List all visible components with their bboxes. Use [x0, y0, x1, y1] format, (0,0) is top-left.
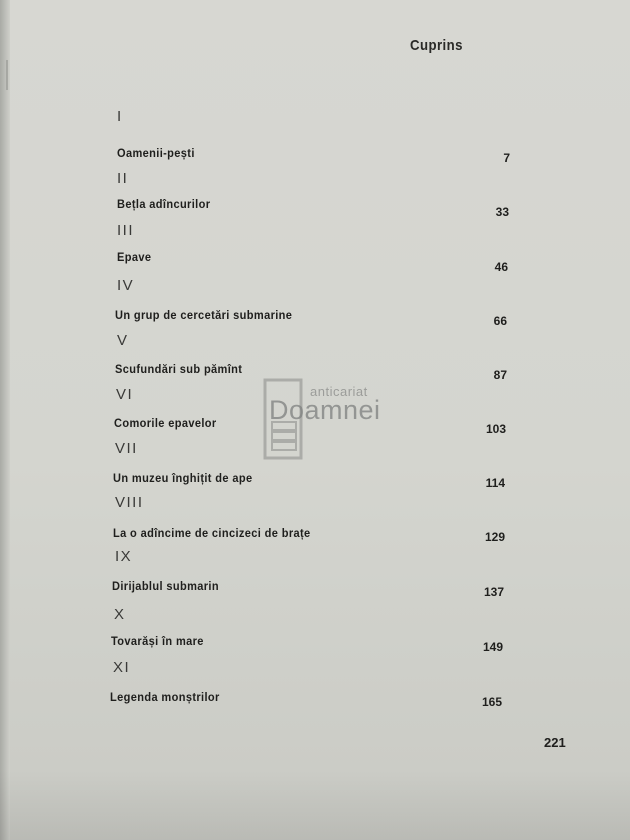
- chapter-page-number: 137: [483, 585, 504, 599]
- chapter-numeral: X: [114, 606, 126, 623]
- chapter-numeral: V: [117, 332, 129, 349]
- chapter-title: Dirijablul submarin: [112, 579, 219, 593]
- chapter-numeral: VIII: [115, 494, 144, 511]
- watermark-brand-text: Doamnei: [269, 395, 381, 425]
- chapter-title: Epave: [117, 250, 152, 264]
- page-bottom-shade: [0, 770, 630, 840]
- chapter-title: Legenda monștrilor: [110, 690, 220, 704]
- toc-title: Cuprins: [410, 37, 463, 54]
- chapter-numeral: II: [117, 170, 129, 187]
- chapter-page-number: 149: [482, 640, 503, 654]
- chapter-page-number: 165: [481, 695, 502, 709]
- page-folio-number: 221: [544, 735, 566, 750]
- chapter-title: Scufundări sub pămînt: [115, 362, 243, 376]
- chapter-page-number: 129: [484, 530, 505, 544]
- chapter-numeral: VII: [115, 440, 138, 457]
- watermark-small-text: anticariat: [310, 384, 368, 399]
- chapter-title: Comorile epavelor: [114, 416, 217, 430]
- chapter-numeral: XI: [113, 659, 131, 676]
- chapter-page-number: 46: [494, 260, 508, 274]
- chapter-numeral: VI: [116, 386, 134, 403]
- page-edge-mark: [6, 60, 8, 90]
- chapter-page-number: 33: [495, 205, 509, 219]
- chapter-numeral: III: [117, 222, 135, 239]
- chapter-title: Un grup de cercetări submarine: [115, 308, 293, 322]
- chapter-page-number: 87: [493, 368, 507, 382]
- chapter-title: Oamenii-pești: [117, 146, 195, 160]
- chapter-numeral: IX: [115, 548, 133, 565]
- chapter-page-number: 103: [485, 422, 506, 436]
- chapter-numeral: I: [117, 108, 123, 125]
- chapter-numeral: IV: [117, 277, 135, 294]
- chapter-title: Un muzeu înghițit de ape: [113, 471, 253, 485]
- chapter-title: Tovarăși în mare: [111, 634, 204, 648]
- chapter-title: Bețla adîncurilor: [117, 197, 211, 211]
- chapter-title: La o adîncime de cincizeci de brațe: [113, 526, 311, 540]
- chapter-page-number: 114: [485, 476, 505, 490]
- page-edge-shadow: [0, 0, 10, 840]
- chapter-page-number: 7: [503, 151, 510, 165]
- chapter-page-number: 66: [493, 314, 507, 328]
